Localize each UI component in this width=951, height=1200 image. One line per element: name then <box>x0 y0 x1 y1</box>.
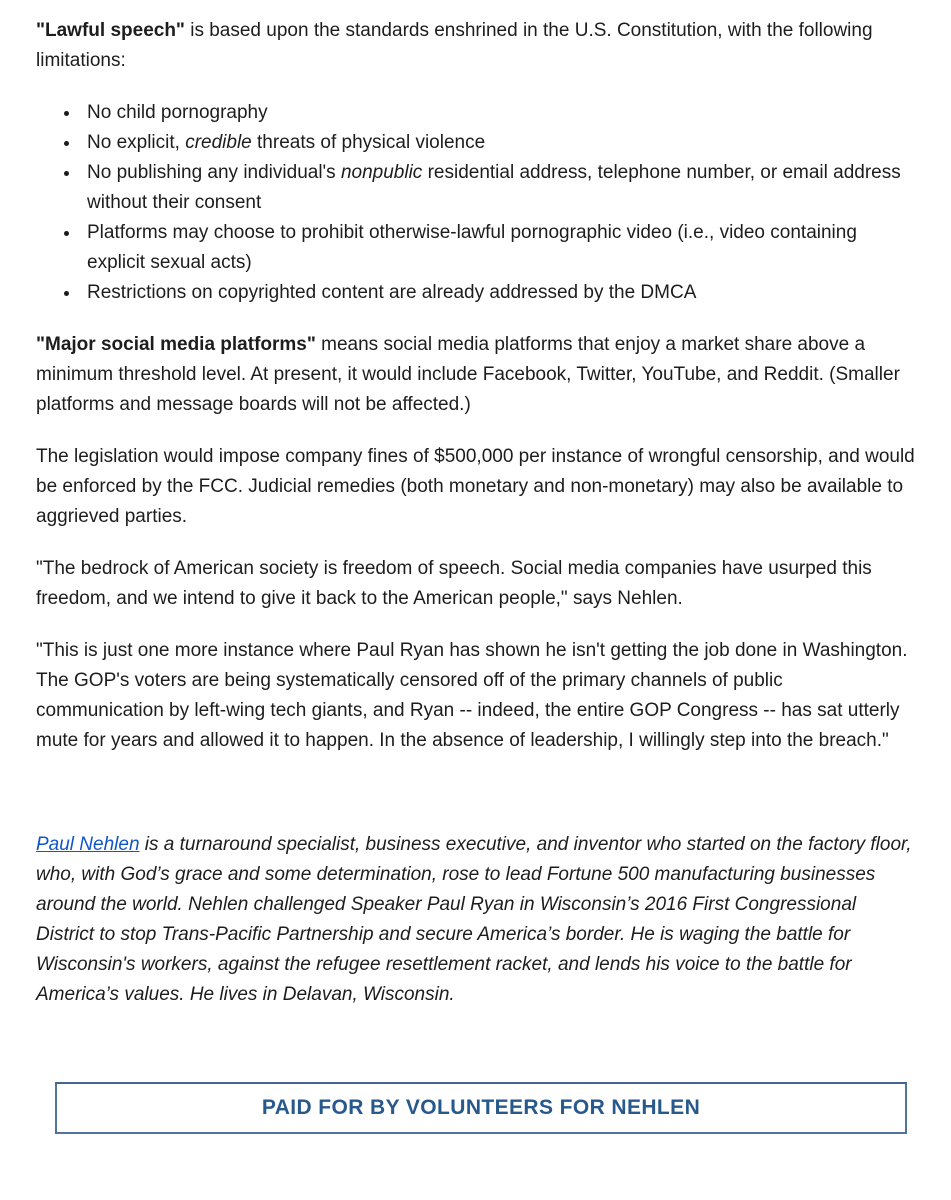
text-run: The legislation would impose company fines of $500,000 per instance of wrongful censorship, and would be enforced by the FCC. Judicial remedies (both monetary and non-monetary) may also be available to aggrieved parties. <box>36 446 915 527</box>
major-platforms-paragraph <box>36 330 915 420</box>
lawful-speech-paragraph <box>36 16 915 76</box>
text-run: "Lawful speech" <box>36 20 185 41</box>
text-run: threats of physical violence <box>251 132 486 153</box>
legislation-fines-paragraph <box>36 442 915 532</box>
text-run: "Major social media platforms" <box>36 334 316 355</box>
bedrock-quote-paragraph <box>36 554 915 614</box>
text-run: means social media platforms that enjoy a market share above a minimum threshold level. At present, it would include Facebook, Twitter, YouTube, and Reddit. (Smaller platforms and message boards will not be affected.) <box>36 334 900 415</box>
text-run: is a turnaround specialist, business executive, and inventor who started on the factory floor, who, with God’s grace and some determination, rose to lead Fortune 500 manufacturing businesses around the world. Nehlen challenged Speaker Paul Ryan in Wisconsin’s 2016 First Congressional District to stop Trans-Pacific Partnership and secure America’s border. He is waging the battle for Wisconsin's workers, against the refugee resettlement racket, and lends his voice to the battle for America’s values. He lives in Delavan, Wisconsin. <box>36 834 912 1005</box>
text-run: Platforms may choose to prohibit otherwise-lawful pornographic video (i.e., video containing explicit sexual acts) <box>87 222 857 273</box>
list-item <box>81 158 915 218</box>
text-run: No publishing any individual's <box>87 162 341 183</box>
text-run: No child pornography <box>87 102 268 123</box>
limitations-list <box>36 98 915 308</box>
paid-for-box <box>55 1082 907 1134</box>
text-run: residential address, telephone number, or email address without their consent <box>87 162 901 213</box>
paul-ryan-quote-paragraph <box>36 636 915 756</box>
document-body <box>36 16 915 1082</box>
text-run: credible <box>185 132 252 153</box>
spacer-before-footer <box>36 1032 915 1082</box>
text-run: Restrictions on copyrighted content are already addressed by the DMCA <box>87 282 697 303</box>
paul-nehlen-link[interactable]: Paul Nehlen <box>36 834 140 855</box>
text-run: "This is just one more instance where Paul Ryan has shown he isn't getting the job done in Washington. The GOP's voters are being systematically censored off of the primary channels of public communication by left-wing tech giants, and Ryan -- indeed, the entire GOP Congress -- has sat utterly mute for years and allowed it to happen. In the absence of leadership, I willingly step into the breach." <box>36 640 908 751</box>
text-run: is based upon the standards enshrined in the U.S. Constitution, with the following limitations: <box>36 20 873 71</box>
list-item <box>81 128 915 158</box>
list-item <box>81 98 915 128</box>
paid-for-label: PAID FOR BY VOLUNTEERS FOR NEHLEN <box>261 1096 701 1119</box>
text-run: "The bedrock of American society is freedom of speech. Social media companies have usurped this freedom, and we intend to give it back to the American people," says Nehlen. <box>36 558 872 609</box>
text-run: nonpublic <box>340 162 423 183</box>
text-run: No explicit, <box>87 132 186 153</box>
spacer-after-quotes <box>36 778 915 808</box>
list-item <box>81 278 915 308</box>
bio-paragraph <box>36 830 915 1010</box>
list-item <box>81 218 915 278</box>
